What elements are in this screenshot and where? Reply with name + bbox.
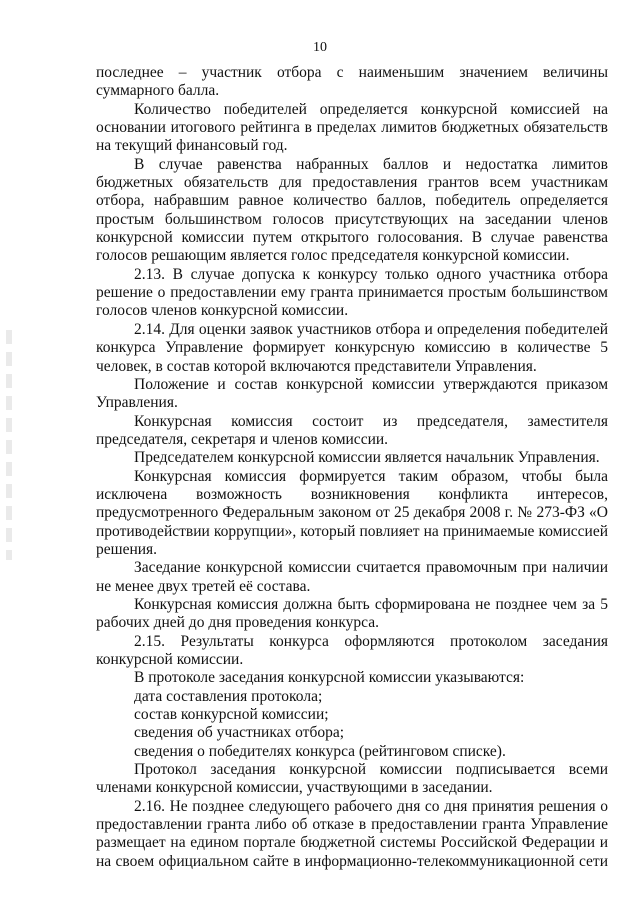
paragraph: Конкурсная комиссия должна быть сформирована не позднее чем за 5 рабочих дней до дня проведения конкурса.	[96, 595, 608, 632]
page-number: 10	[313, 40, 327, 55]
paragraph: Заседание конкурсной комиссии считается правомочным при наличии не менее двух третей её состава.	[96, 559, 608, 595]
document-body	[96, 64, 608, 871]
paragraph: 2.13. В случае допуска к конкурсу только одного участника отбора решение о предоставлении ему гранта принимается простым большинством голосов членов конкурсной комиссии.	[96, 265, 608, 320]
paragraph: В протоколе заседания конкурсной комиссии указываются:	[134, 669, 525, 687]
paragraph: Конкурсная комиссия формируется таким образом, чтобы была исключена возможность возникновения конфликта интересов, предусмотренного Федеральным законом от 25 декабря 2008 г. № 273-ФЗ «О противодействии коррупции», который повлияет на принимаемые комиссией решения.	[96, 467, 608, 558]
paragraph: Положение и состав конкурсной комиссии утверждаются приказом Управления.	[96, 375, 608, 412]
list-item: состав конкурсной комиссии;	[134, 706, 329, 724]
paragraph: 2.16. Не позднее следующего рабочего дня со дня принятия решения о предоставлении гранта либо об отказе в предоставлении гранта Управление размещает на едином портале бюджетной системы Российской Федерации и на своем официальном сайте в информационно-телекоммуникационной сети	[96, 797, 608, 870]
paragraph: Протокол заседания конкурсной комиссии подписывается всеми членами конкурсной комиссии, участвующими в заседании.	[96, 761, 608, 797]
paragraph: Конкурсная комиссия состоит из председателя, заместителя председателя, секретаря и членов комиссии.	[96, 412, 608, 448]
list-item: сведения о победителях конкурса (рейтинговом списке).	[134, 742, 506, 760]
list-item: дата составления протокола;	[134, 687, 323, 705]
paragraph: последнее – участник отбора с наименьшим значением величины суммарного балла.	[96, 64, 608, 100]
paragraph: В случае равенства набранных баллов и недостатка лимитов бюджетных обязательств для предоставления грантов всем участникам отбора, набравшим равное количество баллов, победитель определяется простым большинством голосов присутствующих на заседании членов конкурсной комиссии путем открытого голосования. В случае равенства голосов решающим является голос председателя конкурсной комиссии.	[96, 155, 608, 265]
list-item: сведения об участниках отбора;	[134, 724, 345, 742]
paragraph: 2.14. Для оценки заявок участников отбора и определения победителей конкурса Управление формирует конкурсную комиссию в количестве 5 человек, в состав которой включаются представители Управления.	[96, 320, 608, 375]
paragraph: 2.15. Результаты конкурса оформляются протоколом заседания конкурсной комиссии.	[96, 632, 608, 668]
paragraph: Председателем конкурсной комиссии является начальник Управления.	[134, 449, 600, 467]
paragraph: Количество победителей определяется конкурсной комиссией на основании итогового рейтинга в пределах лимитов бюджетных обязательств на текущий финансовый год.	[96, 100, 608, 155]
margin-stamp	[6, 330, 12, 560]
